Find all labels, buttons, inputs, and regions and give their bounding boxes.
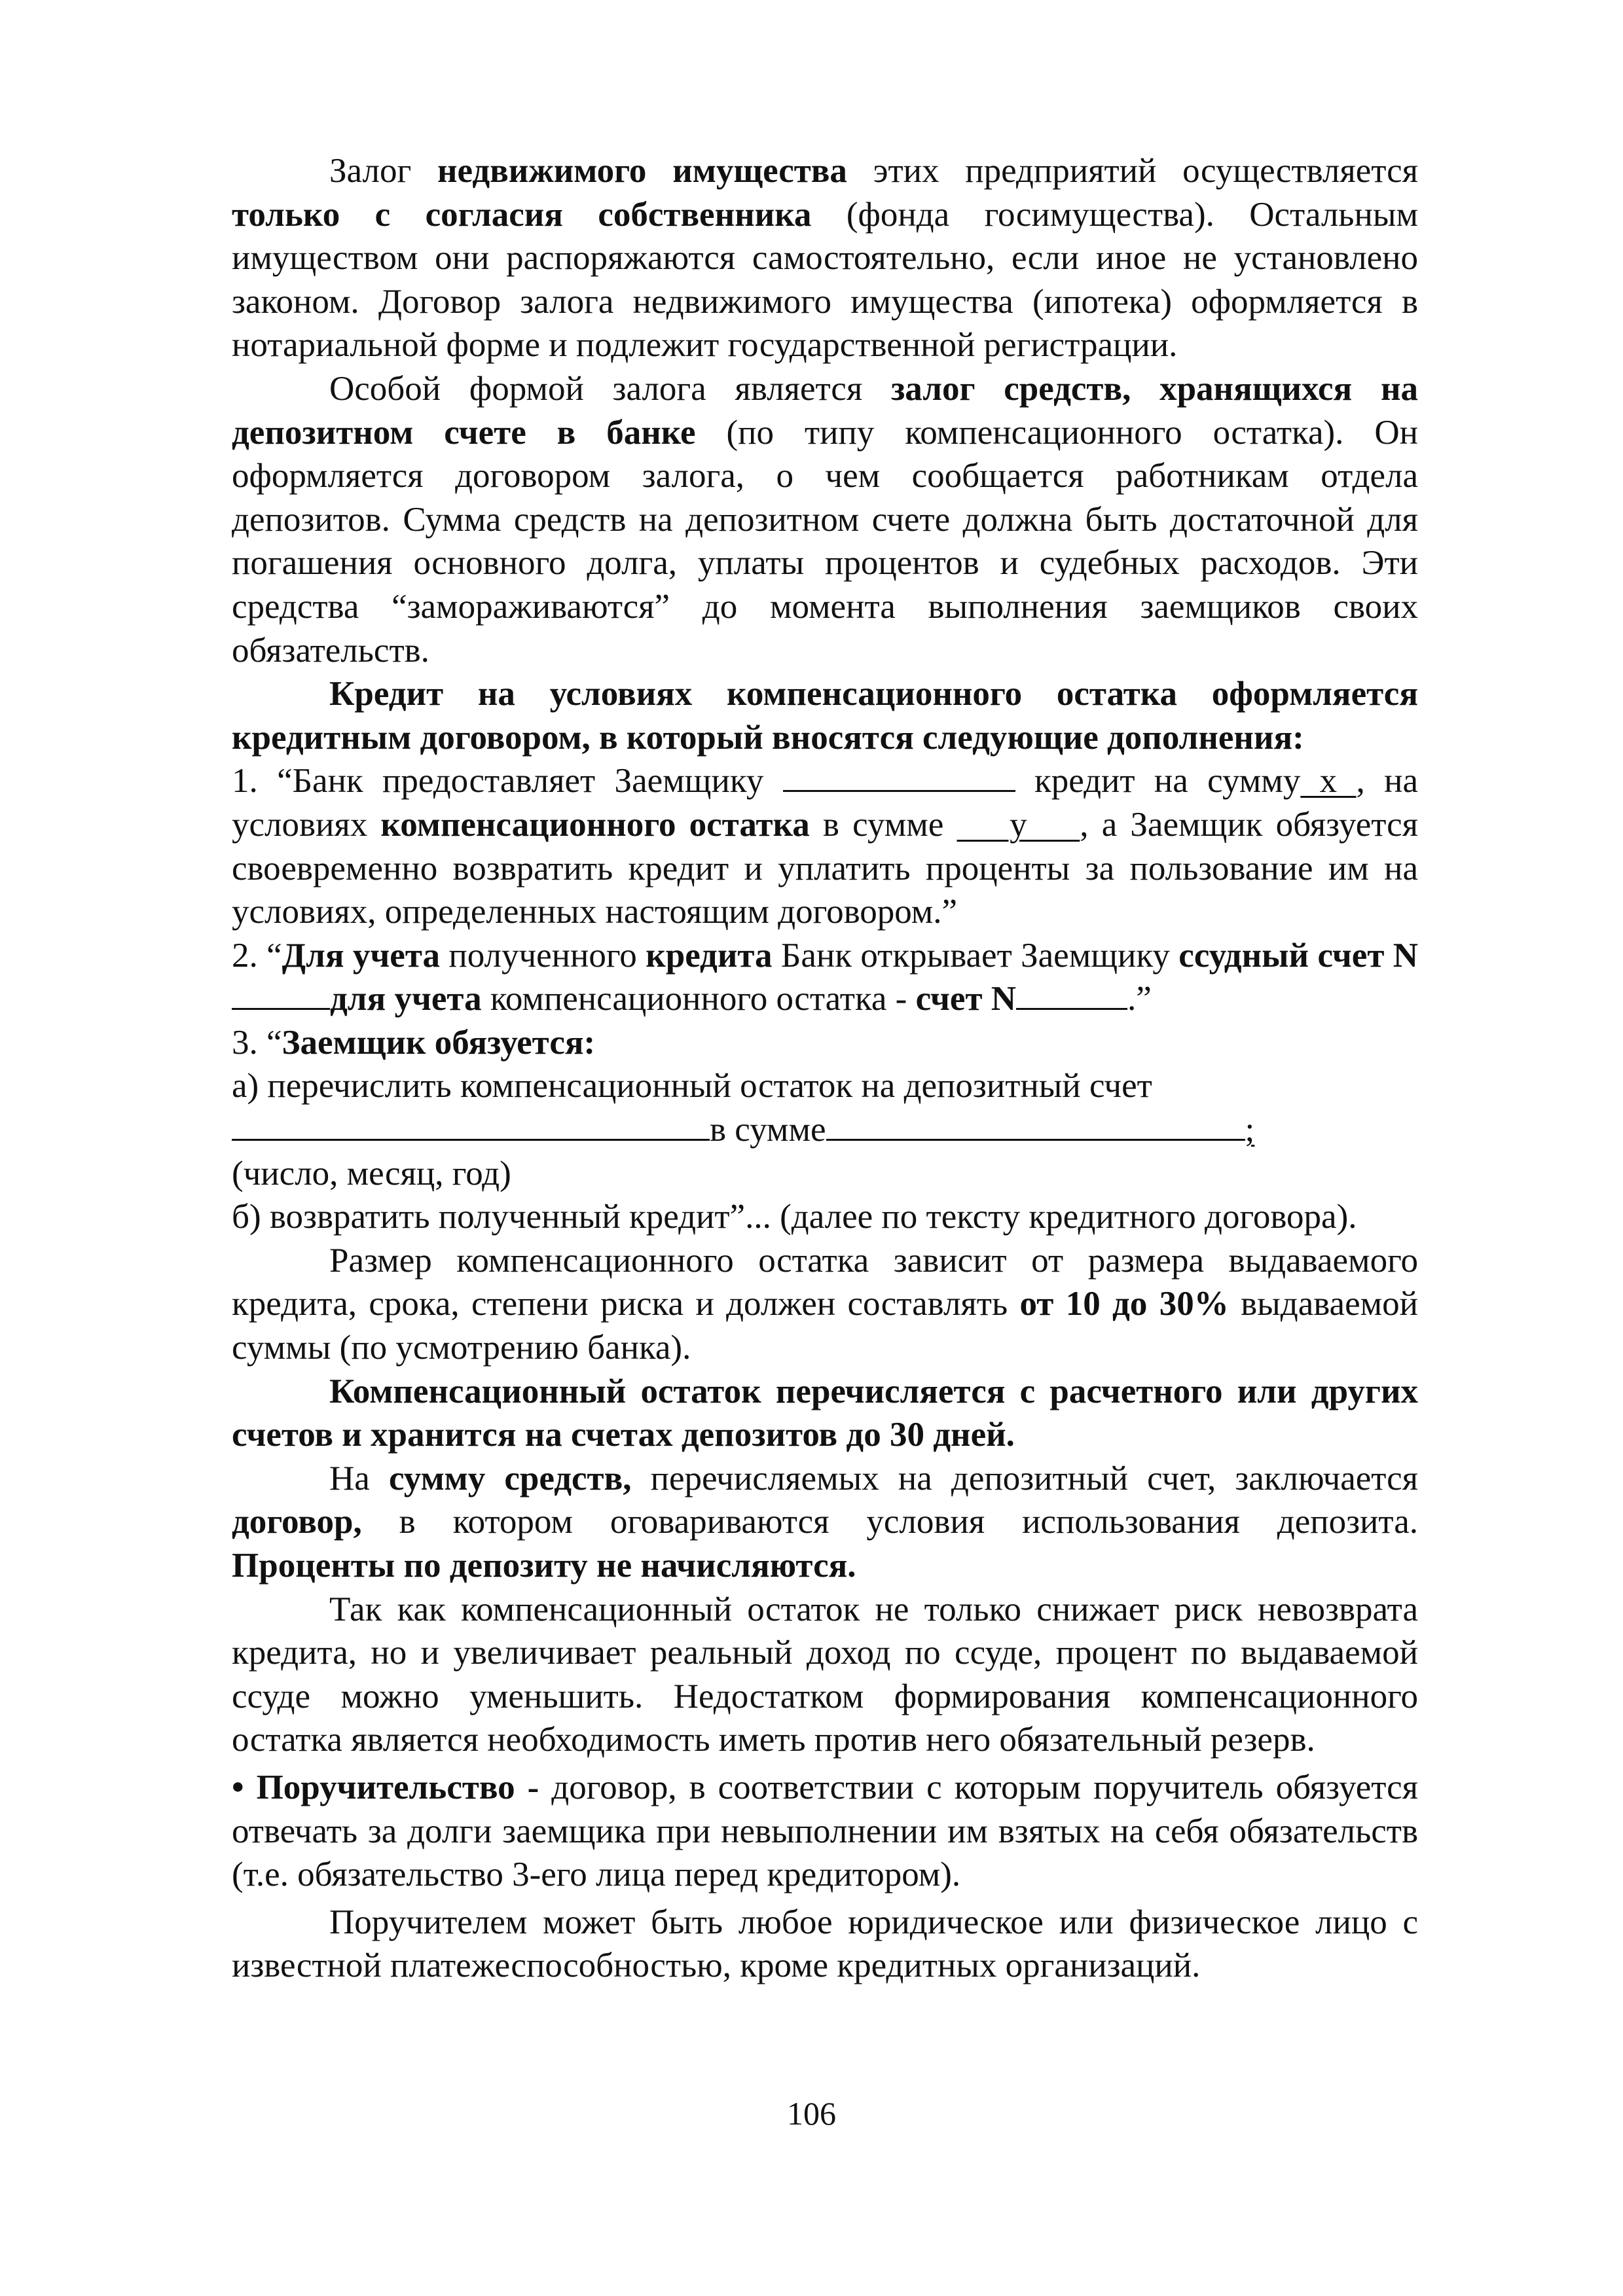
bold-text: для учета	[330, 980, 482, 1018]
bold-text: недвижимого имущества	[437, 152, 847, 190]
blank-line	[1016, 979, 1127, 1010]
text: б) возвратить полученный кредит”... (далее по тексту кредитного договора).	[232, 1198, 1357, 1236]
bold-text: счет N	[915, 980, 1017, 1018]
paragraph-deposit-pledge	[232, 367, 1418, 672]
text: Размер компенсационного остатка зависит от размера выдаваемого кредита, срока, степени риска и должен составлять	[232, 1241, 1418, 1323]
text: перечисляемых на депозитный счет, заключается	[631, 1459, 1418, 1498]
blank-line	[826, 1110, 1245, 1141]
bullet-icon: •	[232, 1768, 244, 1806]
contract-item-1	[232, 759, 1418, 933]
bold-text: Кредит на условиях компенсационного остатка оформляется кредитным договором, в который вносятся следующие дополнения:	[232, 675, 1418, 757]
page-number: 106	[787, 2095, 836, 2132]
text: (по типу компенсационного остатка). Он оформляется договором залога, о чем сообщается работникам отдела депозитов. Сумма средств на депозитном счете должна быть достаточной для погашения основного долга, уплаты процентов и судебных расходов. Эти средства “замораживаются” до момента выполнения заемщиков своих обязательств.	[232, 413, 1418, 670]
bold-text: Заемщик обязуется:	[282, 1023, 596, 1062]
text: этих предприятий осуществляется	[847, 152, 1418, 190]
paragraph-balance-transfer	[232, 1370, 1418, 1457]
text: 2. “	[232, 936, 282, 975]
underlined-text: ;	[1245, 1111, 1255, 1149]
paragraph-guarantee	[232, 1766, 1418, 1897]
paragraph-deposit-agreement	[232, 1457, 1418, 1588]
contract-item-3b	[232, 1195, 1418, 1239]
bold-text: только с согласия собственника	[232, 195, 812, 234]
text: Так как компенсационный остаток не только снижает риск невозврата кредита, но и увеличивает реальный доход по ссуде, процент по выдаваемой ссуде можно уменьшить. Недостатком формирования компенсационного остатка является необходимость иметь против него обязательный резерв.	[232, 1590, 1418, 1759]
text: Поручителем может быть любое юридическое или физическое лицо с известной платежеспособностью, кроме кредитных организаций.	[232, 1903, 1418, 1985]
bold-text: сумму средств,	[388, 1459, 632, 1498]
bold-text: ссудный счет N	[1178, 936, 1419, 975]
bold-text: кредита	[646, 936, 773, 975]
contract-item-3	[232, 1021, 1418, 1065]
text: , на условиях	[232, 762, 1418, 844]
text: (фонда госимущества). Остальным имуществом они распоряжаются самостоятельно, если иное не установлено законом. Договор залога недвижимого имущества (ипотека) оформляется в нотариальной форме и подлежит государственной регистрации.	[232, 195, 1418, 365]
text: а) перечислить компенсационный остаток на депозитный счет	[232, 1067, 1152, 1105]
bold-text: Поручительство -	[244, 1768, 539, 1806]
text: (число, месяц, год)	[232, 1154, 511, 1193]
contract-item-3a-blanks	[232, 1108, 1418, 1152]
contract-item-3a	[232, 1064, 1418, 1108]
bold-text: залог средств, хранящихся на депозитном счете в банке	[232, 369, 1418, 452]
blank-line	[232, 1110, 710, 1141]
paragraph-credit-heading	[232, 672, 1418, 759]
text: полученного	[440, 936, 646, 975]
blank-line	[232, 979, 330, 1010]
text: компенсационного остатка -	[481, 980, 916, 1018]
contract-item-2	[232, 934, 1418, 1021]
paragraph-pledge-real-estate	[232, 149, 1418, 367]
text: кредит на сумму	[1015, 762, 1301, 800]
text: в сумме	[710, 1111, 826, 1149]
paragraph-risk-reduction	[232, 1588, 1418, 1762]
text: договор, в соответствии с которым поручитель обязуется отвечать за долги заемщика при невыполнении им взятых на себя обязательств (т.е. обязательство 3-его лица перед кредитором).	[232, 1768, 1418, 1894]
paragraph-guarantor	[232, 1901, 1418, 1988]
bold-text: от 10 до 30%	[1019, 1285, 1229, 1323]
text: в сумме	[809, 805, 957, 844]
date-caption	[232, 1152, 1418, 1196]
paragraph-balance-size	[232, 1239, 1418, 1370]
bold-text: Компенсационный остаток перечисляется с расчетного или других счетов и хранится на счетах депозитов до 30 дней.	[232, 1372, 1418, 1454]
text: Особой формой залога является	[329, 369, 891, 408]
text: , а Заемщик обязуется своевременно возвратить кредит и уплатить проценты за пользование им на условиях, определенных настоящим договором.”	[232, 805, 1418, 931]
text: На	[329, 1459, 389, 1498]
text: .”	[1127, 980, 1152, 1018]
underlined-text: у	[957, 805, 1080, 844]
text: Залог	[329, 152, 437, 190]
text: Банк открывает Заемщику	[772, 936, 1179, 975]
bold-text: договор,	[232, 1503, 362, 1541]
bold-text: компенсационного остатка	[380, 805, 810, 844]
bold-text: Проценты по депозиту не начисляются.	[232, 1547, 856, 1585]
underlined-text: x	[1300, 762, 1357, 800]
text: в котором оговариваются условия использования депозита.	[361, 1503, 1418, 1541]
bold-text: Для учета	[282, 936, 440, 975]
text: 3. “	[232, 1023, 282, 1062]
text: выдаваемой суммы (по усмотрению банка).	[232, 1285, 1418, 1367]
blank-line	[783, 761, 1015, 792]
document-page	[232, 149, 1418, 1988]
text: 1. “Банк предоставляет Заемщику	[232, 762, 783, 800]
